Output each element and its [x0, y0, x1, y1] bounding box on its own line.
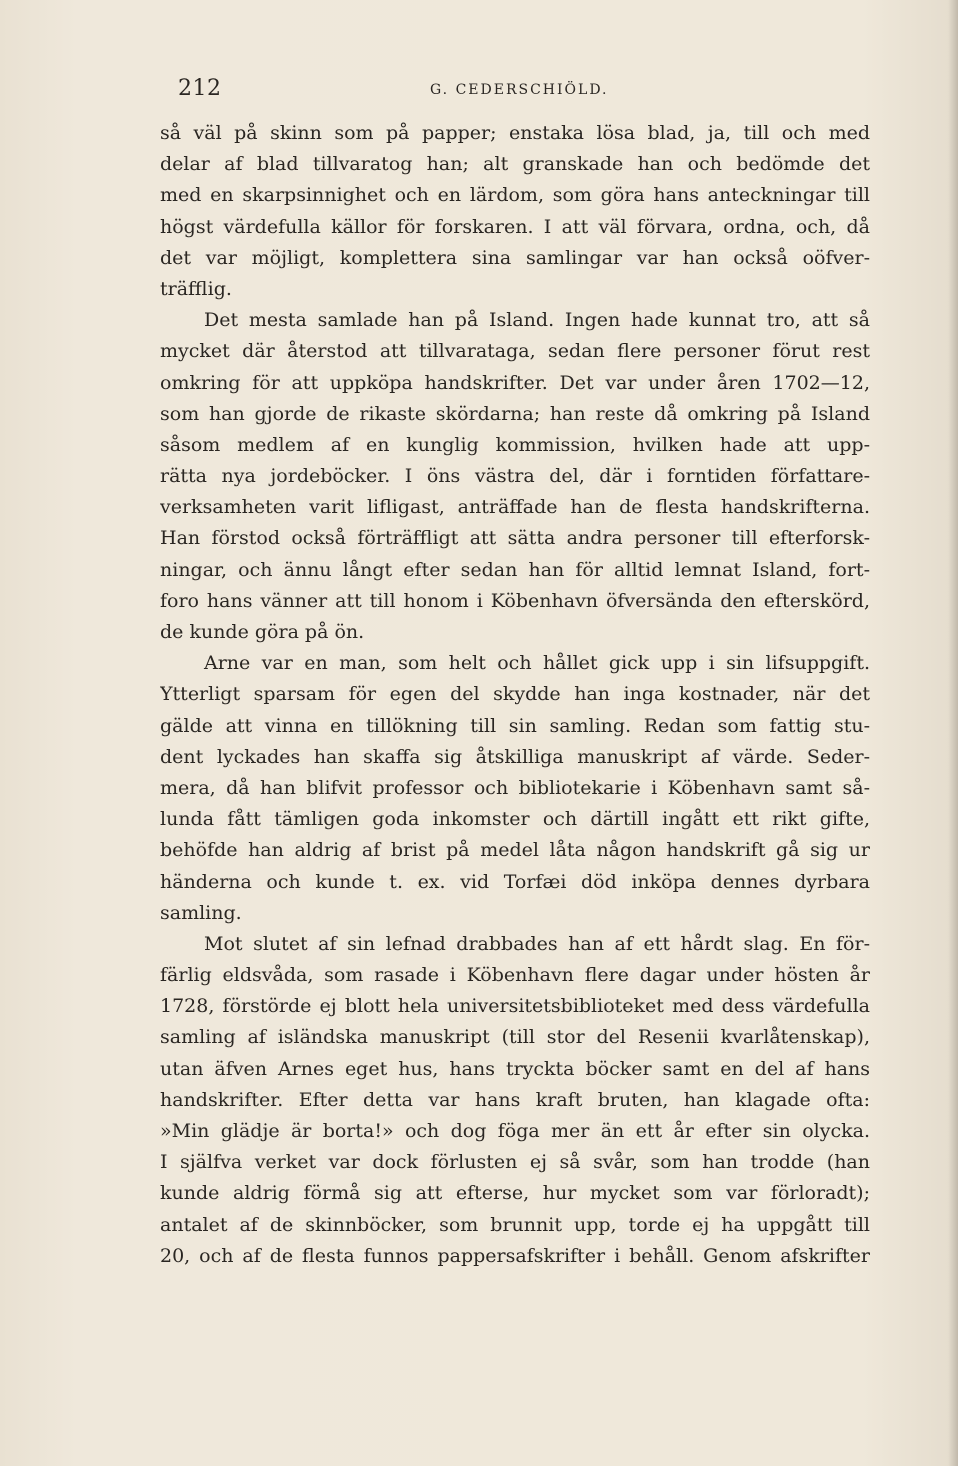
text-line: 20, och af de flesta funnos pappersafskrifter i behåll. Genom afskrifter — [160, 1244, 870, 1267]
text-line: »Min glädje är borta!» och dog föga mer än ett år efter sin olycka. — [160, 1120, 870, 1142]
text-line: delar af blad tillvaratog han; alt granskade han och bedömde det — [160, 153, 870, 176]
text-line: händerna och kunde t. ex. vid Torfæi död inköpa dennes dyrbara — [160, 870, 870, 893]
text-line: såsom medlem af en kunglig kommission, hvilken hade att upp- — [160, 433, 870, 456]
text-line: antalet af de skinnböcker, som brunnit upp, torde ej ha uppgått till — [160, 1213, 870, 1236]
text-line: det var möjligt, komplettera sina samlingar var han också oöfver- — [160, 246, 870, 269]
text-line: rätta nya jordeböcker. I öns västra del, där i forntiden författare- — [160, 465, 870, 488]
text-line: kunde aldrig förmå sig att efterse, hur mycket som var förloradt); — [160, 1182, 870, 1205]
text-line: mycket där återstod att tillvarataga, sedan flere personer förut rest — [160, 340, 870, 363]
text-line: de kunde göra på ön. — [160, 621, 365, 643]
text-line: I själfva verket var dock förlusten ej så svår, som han trodde (han — [160, 1151, 870, 1174]
text-line: som han gjorde de rikaste skördarna; han reste då omkring på Island — [160, 402, 870, 425]
body-text — [160, 118, 870, 1272]
text-line: mera, då han blifvit professor och bibliotekarie i Köbenhavn samt så- — [160, 776, 870, 799]
text-line: Det mesta samlade han på Island. Ingen hade kunnat tro, att så — [204, 309, 870, 332]
text-line: handskrifter. Efter detta var hans kraft bruten, han klagade ofta: — [160, 1088, 870, 1111]
running-head: G. CEDERSCHIÖLD. — [430, 82, 609, 98]
text-line: gälde att vinna en tillökning till sin samling. Redan som fattig stu- — [160, 714, 870, 737]
text-line: omkring för att uppköpa handskrifter. Det var under åren 1702—12, — [160, 371, 870, 394]
text-line: utan äfven Arnes eget hus, hans tryckta böcker samt en del af hans — [160, 1057, 870, 1080]
text-line: behöfde han aldrig af brist på medel låta någon handskrift gå sig ur — [160, 839, 870, 862]
page-header — [160, 74, 870, 106]
text-line: lunda fått tämligen goda inkomster och därtill ingått ett rikt gifte, — [160, 808, 870, 831]
text-line: dent lyckades han skaffa sig åtskilliga manuskript af värde. Seder- — [160, 745, 870, 768]
text-line: Han förstod också förträffligt att sätta andra personer till efterforsk- — [160, 527, 870, 550]
text-line: färlig eldsvåda, som rasade i Köbenhavn flere dagar under hösten år — [160, 964, 870, 987]
text-line: verksamheten varit lifligast, anträffade han de flesta handskrifterna. — [160, 496, 870, 519]
text-line: högst värdefulla källor för forskaren. I att väl förvara, ordna, och, då — [160, 215, 870, 238]
text-line: foro hans vänner att till honom i Köbenhavn öfversända den efterskörd, — [160, 589, 870, 612]
text-line: så väl på skinn som på papper; enstaka lösa blad, ja, till och med — [160, 122, 870, 144]
text-line: Ytterligt sparsam för egen del skydde han inga kostnader, när det — [160, 683, 870, 706]
text-line: med en skarpsinnighet och en lärdom, som göra hans anteckningar till — [160, 184, 870, 207]
text-line: ningar, och ännu långt efter sedan han för alltid lemnat Island, fort- — [160, 558, 870, 581]
text-line: 1728, förstörde ej blott hela universitetsbiblioteket med dess värdefulla — [160, 995, 870, 1018]
text-line: Mot slutet af sin lefnad drabbades han af ett hårdt slag. En för- — [204, 932, 870, 955]
page-number: 212 — [178, 76, 222, 101]
text-line: samling af isländska manuskript (till stor del Resenii kvarlåtenskap), — [160, 1026, 870, 1049]
page-edge-shadow — [948, 0, 958, 1466]
text-line: samling. — [160, 901, 242, 924]
text-line: Arne var en man, som helt och hållet gick upp i sin lifsuppgift. — [204, 652, 870, 675]
text-line: träfflig. — [160, 277, 232, 300]
